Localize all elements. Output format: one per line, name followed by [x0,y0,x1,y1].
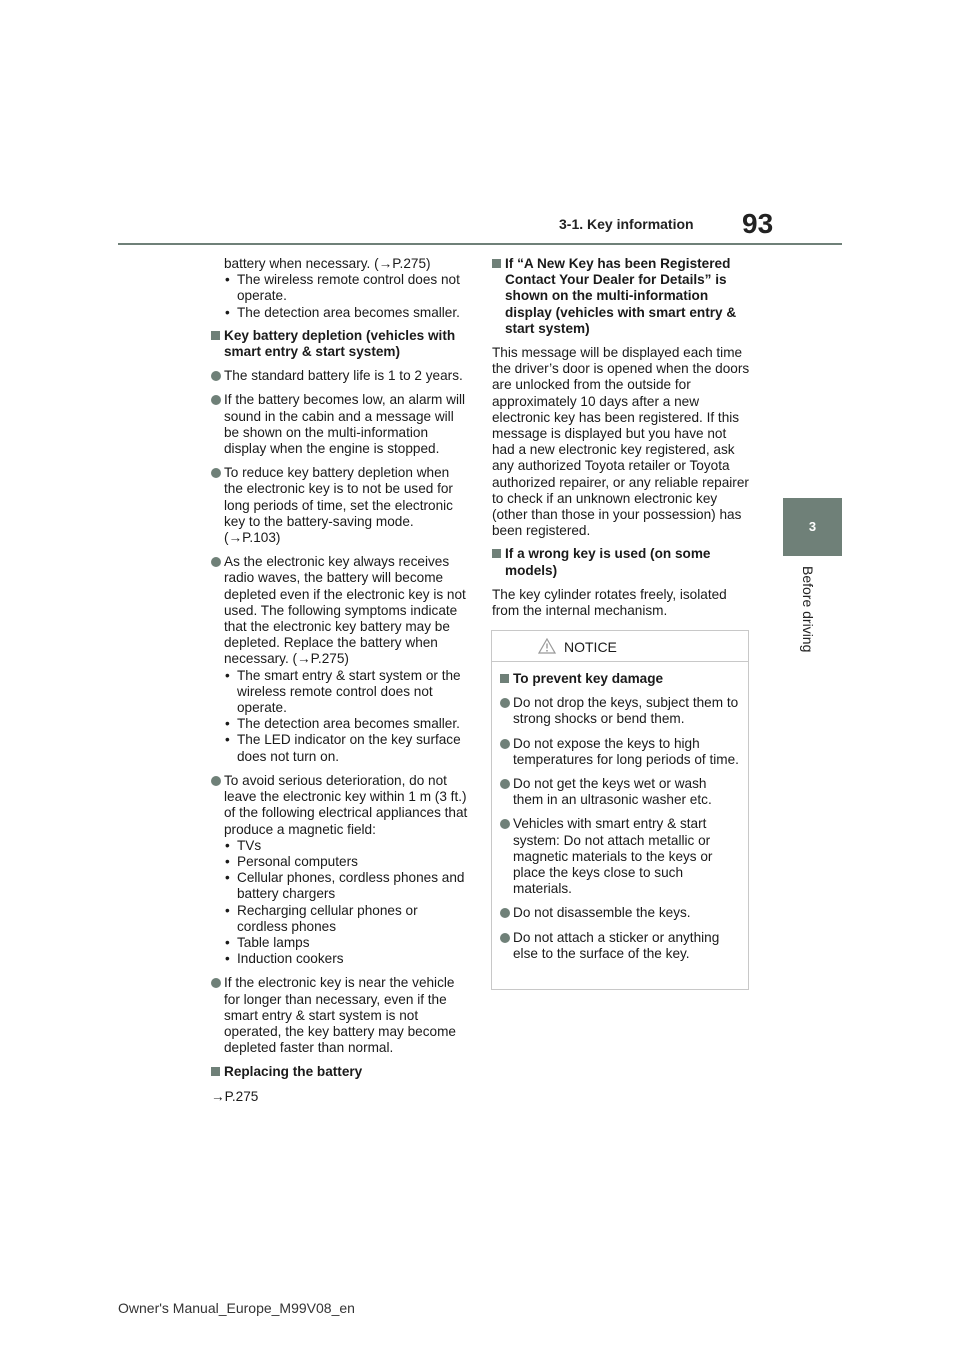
notice-header [492,631,748,662]
section-heading: If a wrong key is used (on some models) [492,546,750,578]
notice-heading: To prevent key damage [500,671,740,687]
notice-box [491,630,749,990]
section-title: 3-1. Key information [559,216,694,232]
list-item: • Cellular phones, cordless phones and battery chargers [211,870,469,902]
section-heading: Replacing the battery [211,1064,469,1080]
bullet-paragraph: If the battery becomes low, an alarm will sound in the cabin and a message will be shown on the multi-information display when the engine is stopped. [211,392,469,457]
list-item: • The wireless remote control does not operate. [211,272,469,304]
section-heading: Key battery depletion (vehicles with smart entry & start system) [211,328,469,360]
section-heading: If “A New Key has been Registered Contact Your Dealer for Details” is shown on the multi-information display (vehicles with smart entry & start system) [492,256,750,337]
list-item: • Recharging cellular phones or cordless phones [211,903,469,935]
chapter-title: Before driving [800,566,816,653]
bullet-paragraph: As the electronic key always receives radio waves, the battery will become depleted even if the electronic key is not used. The following symptoms indicate that the electronic key battery may be depleted. Replace the battery when necessary. (→P.275) [211,554,469,667]
chapter-title-vertical [796,566,820,686]
bullet-paragraph: To reduce key battery depletion when the electronic key is to not be used for long periods of time, set the electronic key to the battery-saving mode. (→P.103) [211,465,469,546]
right-column [492,256,750,626]
body-text: This message will be displayed each time the driver’s door is opened when the doors are unlocked from the outside for approximately 10 days after a new electronic key has been registered. If this message is displayed but you have not had a new electronic key registered, ask any authorized Toyota retailer or Toyota authorized repairer, or any reliable repairer to check if an unknown electronic key (other than those in your possession) has been registered. [492,345,750,539]
header-divider [118,243,842,245]
notice-item: Do not attach a sticker or anything else to the surface of the key. [500,930,740,962]
bullet-paragraph: If the electronic key is near the vehicle for longer than necessary, even if the smart entry & start system is not operated, the key battery may become depleted faster than normal. [211,975,469,1056]
intro-text: battery when necessary. (→P.275) [224,256,431,271]
notice-content [492,662,748,962]
left-column [211,256,469,1105]
page-number: 93 [742,208,774,239]
list-item: • Induction cookers [211,951,469,967]
notice-item: Vehicles with smart entry & start system: Do not attach metallic or magnetic materials to the keys or place the keys close to such materials. [500,816,740,897]
notice-item: Do not get the keys wet or wash them in an ultrasonic washer etc. [500,776,740,808]
body-text: The key cylinder rotates freely, isolated from the internal mechanism. [492,586,727,619]
list-item: • The detection area becomes smaller. [211,716,469,732]
warning-triangle-icon [538,638,556,654]
notice-item: Do not expose the keys to high temperatures for long periods of time. [500,736,740,768]
bullet-paragraph: To avoid serious deterioration, do not leave the electronic key within 1 m (3 ft.) of the following electrical appliances that produce a magnetic field: [211,773,469,838]
chapter-tab: 3 [783,498,842,556]
notice-item: Do not disassemble the keys. [500,905,740,921]
notice-item: Do not drop the keys, subject them to strong shocks or bend them. [500,695,740,727]
footer-text: Owner's Manual_Europe_M99V08_en [118,1300,355,1316]
page-reference: →P.275 [211,1088,259,1104]
list-item: • TVs [211,838,469,854]
list-item: • Table lamps [211,935,469,951]
bullet-paragraph: The standard battery life is 1 to 2 years. [211,368,469,384]
notice-title: NOTICE [564,639,617,655]
list-item: • The LED indicator on the key surface does not turn on. [211,732,469,764]
list-item: • Personal computers [211,854,469,870]
list-item: • The detection area becomes smaller. [211,305,469,321]
list-item: • The smart entry & start system or the wireless remote control does not operate. [211,668,469,717]
